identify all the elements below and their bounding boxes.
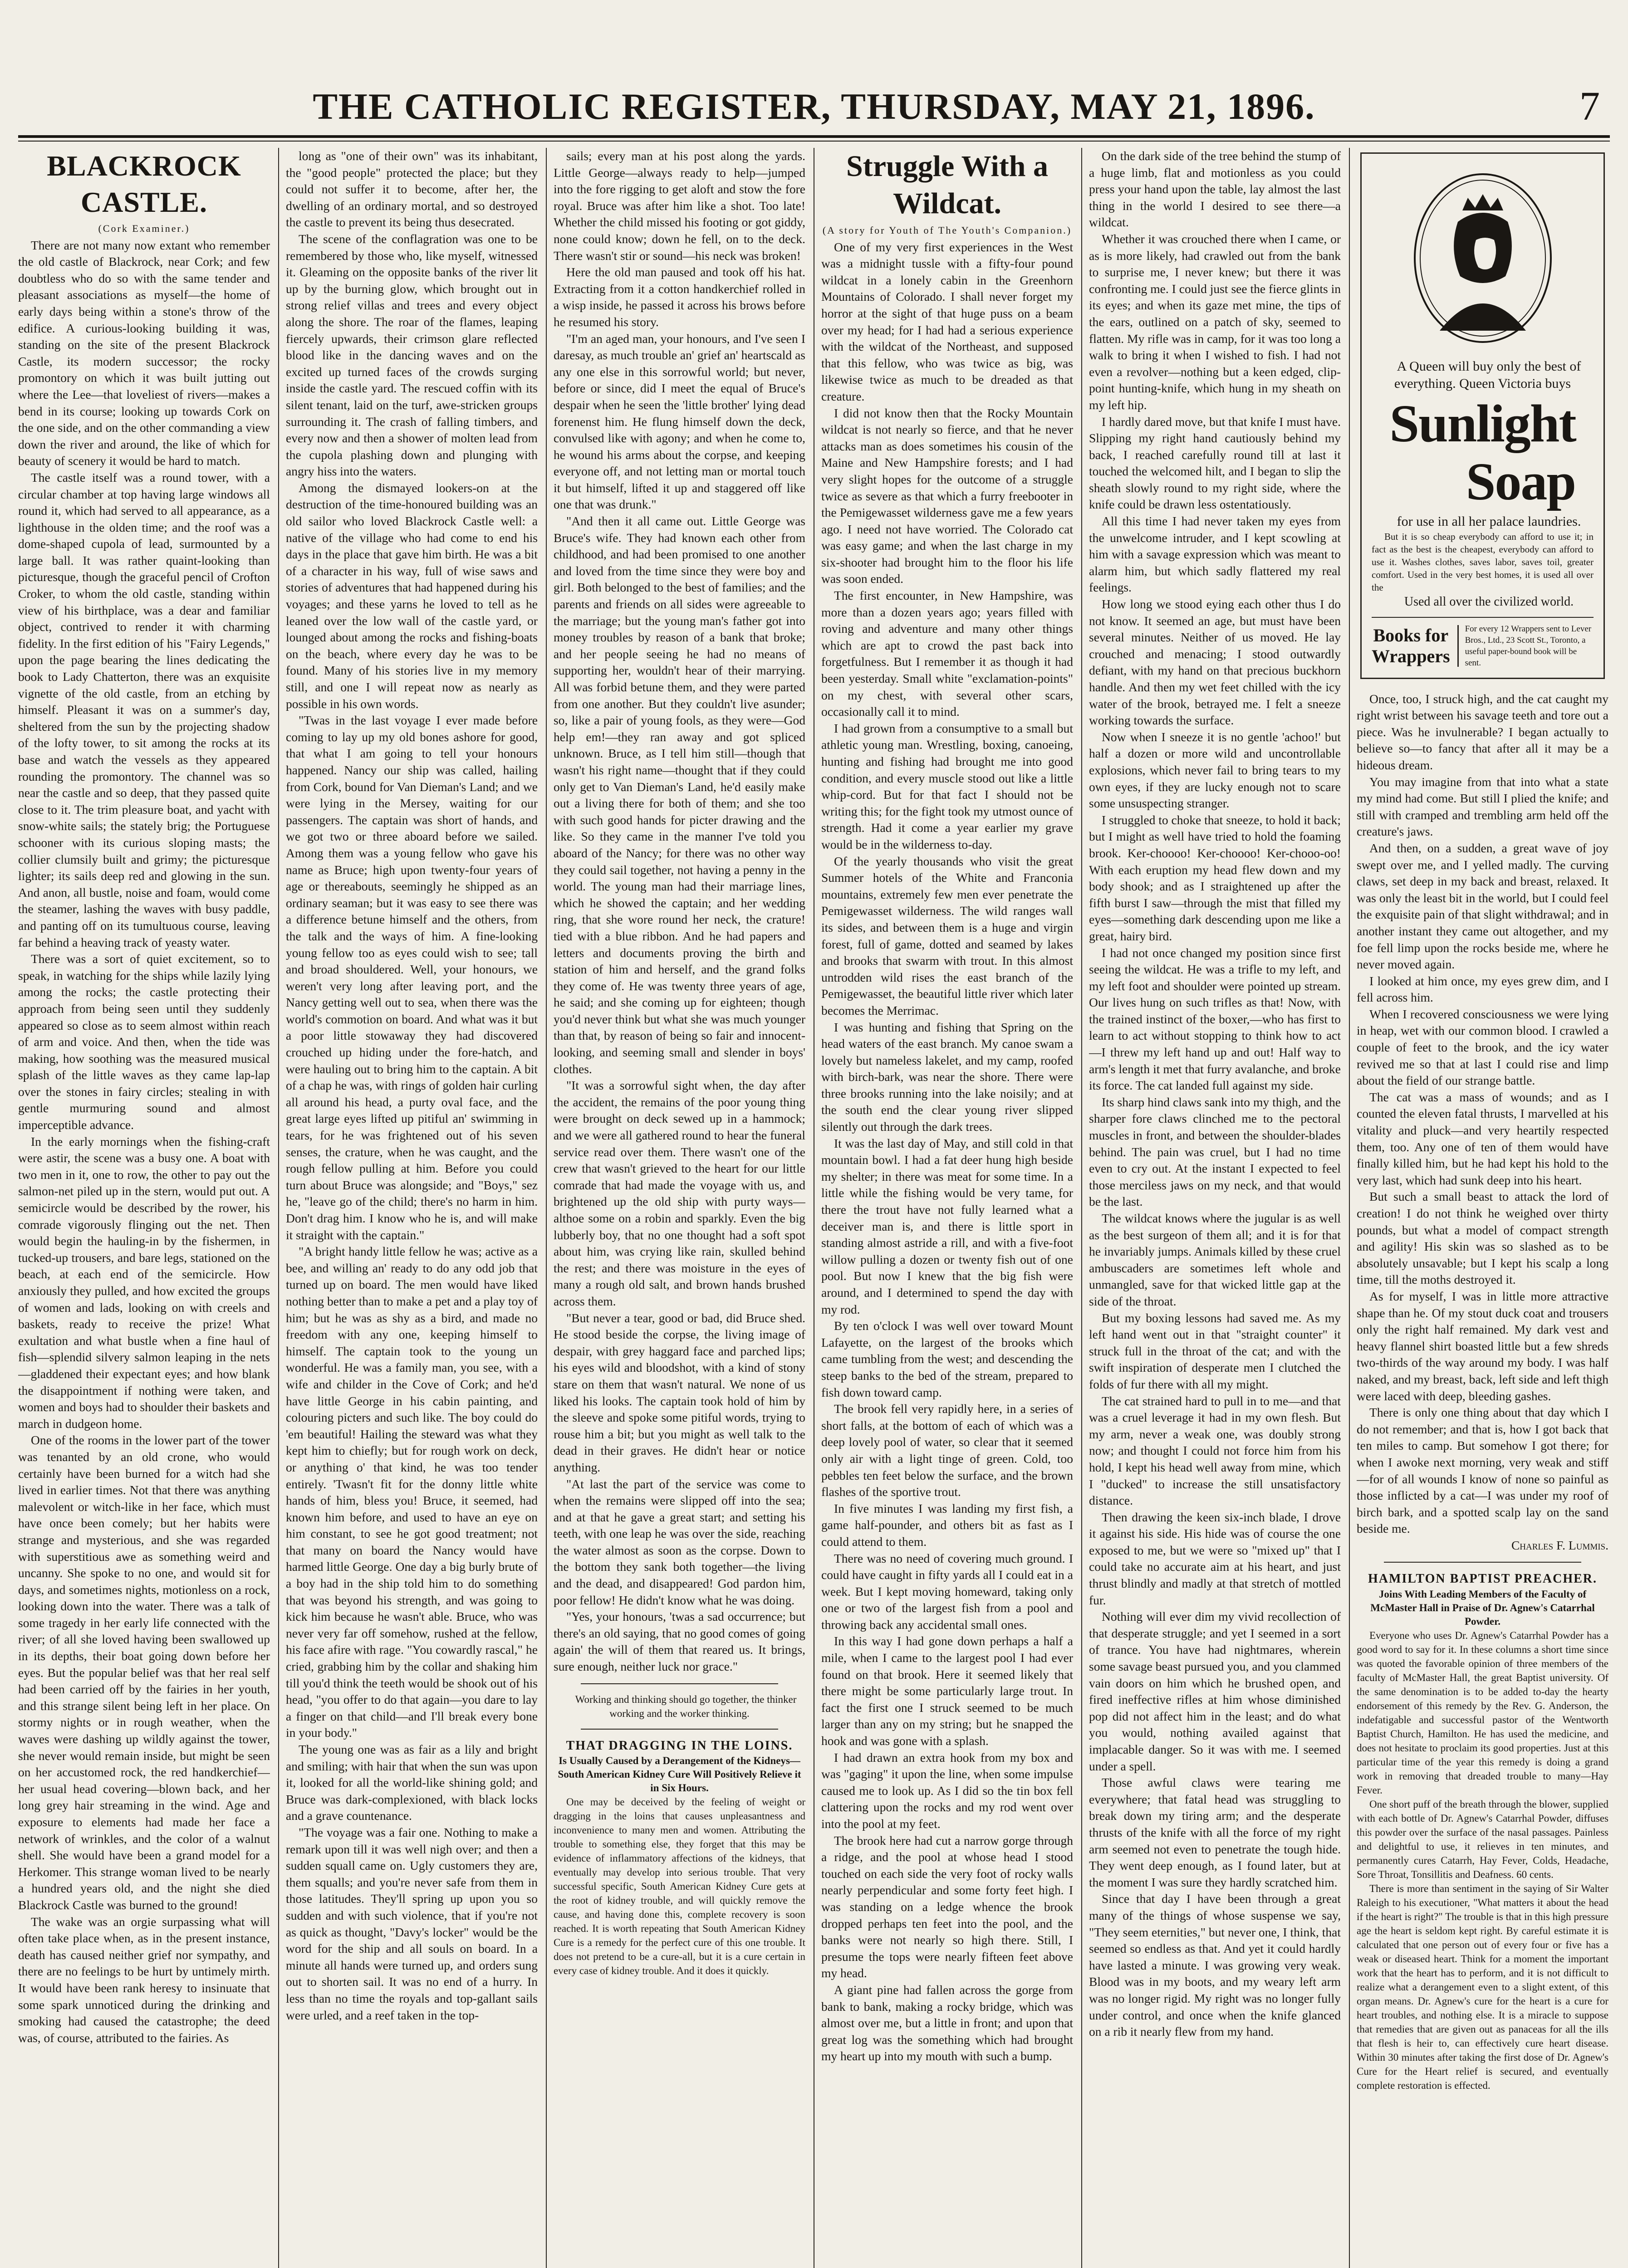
paragraph: Among the dismayed lookers-on at the destruction of the time-honoured building was an old sailor who loved Blackrock Castle well: a native of the village who had come to end his days in the place that gave him birth. He was a bit of a character in his way, full of wise saws and stories of adventures that had happened during his voyages; and these yarns he loved to tell as he leaned over the low wall of the castle yard, or lounged about among the rocks and fishing-boats on the beach, where every day he was to be found. Many of his stories live in my memory still, and one I will repeat now as nearly as possible in his own words.: [286, 480, 538, 711]
paragraph: I had drawn an extra hook from my box and was "gaging" it upon the line, when some impulse caused me to look up. As I did so the tin box fell clattering upon the rocks and my rod went over into the pool at my feet.: [821, 1750, 1073, 1831]
paragraph: In the early mornings when the fishing-craft were astir, the scene was a busy one. A boat with two men in it, one to row, the other to pay out the salmon-net piled up in the stern, would put out. A semicircle would be described by the rower, his comrade vigorously flinging out the net. Then would begin the hauling-in by the fishermen, in tucked-up trousers, and bare legs, stationed on the beach, at each end of the semicircle. How anxiously they pulled, and how excited the groups of women and lads, looking on with creels and baskets, ready to receive the prize! What exultation and what bustle when a fine haul of fish—splendid silvery salmon leaping in the nets—gladdened their expectant eyes; and how blank the disappointment if nothing were taken, and women and boys had to shoulder their baskets and march in dudgeon home.: [18, 1134, 270, 1431]
paragraph: I had grown from a consumptive to a small but athletic young man. Wrestling, boxing, canoeing, hunting and fishing had brought me into good condition, and every muscle stood out like a little whip-cord. But for that fact I should not be writing this; for the fight took my utmost ounce of strength. Had it come a year earlier my grave would be in the wilderness to-day.: [821, 721, 1073, 851]
paragraph: The castle itself was a round tower, with a circular chamber at top having large windows all round it, which had served to all appearance, as a lighthouse in the olden time; and the roof was a dome-shaped cupola of lead, surmounted by a large ball. It was rather quaint-looking than picturesque, though the graceful pencil of Crofton Croker, to whom the old castle, standing within view of his birthplace, was a dear and familiar object, contrived to render it with charming fidelity. In the first edition of his "Fairy Legends," upon the page bearing the lines dedicating the book to Lady Chatterton, there was an exquisite vignette of the old castle, from an etching by himself. Pleasant it was on a summer's day, sheltered from the sun by the projecting shadow of the lofty tower, to sit among the rocks at its base and watch the vessels as they appeared rounding the promontory. The channel was so near the castle and so deep, that they passed quite close to it. The trim pleasure boat, and yacht with snow-white sails; the stately brig; the Portuguese schooner with its curious sloping masts; the collier clumsily built and grimy; the picturesque lighter; its sails deep red and glowing in the sun. And anon, all bustle, noise and foam, would come the steamer, lashing the waves with busy paddle, and panting off on its tumultuous course, leaving far behind a heaving track of yeasty water.: [18, 470, 270, 949]
paragraph: "Yes, your honours, 'twas a sad occurrence; but there's an old saying, that no good comes of going again' the will of them that reared us. It brings, sure enough, neither luck nor grace.": [554, 1609, 805, 1674]
article-title-loins: THAT DRAGGING IN THE LOINS.: [566, 1738, 793, 1753]
column-rule: [546, 148, 547, 2268]
paragraph: I looked at him once, my eyes grew dim, and I fell across him.: [1357, 973, 1608, 1005]
paragraph: When I recovered consciousness we were lying in heap, wet with our common blood. I crawled a couple of feet to the brook, and the icy water revived me so that at last I could rise and limp about the field of our strange battle.: [1357, 1007, 1608, 1088]
paragraph: On the dark side of the tree behind the stump of a huge limb, flat and motionless as you could press your hand upon the table, lay almost the last thing in the world I desired to see there—a wildcat.: [1089, 149, 1341, 230]
ad-closing-text: Used all over the civilized world.: [1404, 595, 1574, 609]
paragraph: One short puff of the breath through the blower, supplied with each bottle of Dr. Agnew's Catarrhal Powder, diffuses this powder over the surface of the nasal passages. Painless and delightful to use, it relieves in ten minutes, and permanently cures Catarrh, Hay Fever, Colds, Headache, Sore Throat, Tonsillitis and Deafness. 60 cents.: [1357, 1799, 1608, 1881]
article-body-blackrock-part1: [18, 237, 270, 2047]
paragraph: The wildcat knows where the jugular is as well as the best surgeon of them all; and it is for that he invariably jumps. Animals killed by these cruel ambuscaders are sometimes left whole and unmangled, save for that wicked little gap at the side of the throat.: [1089, 1211, 1341, 1308]
paragraph: Since that day I have been through a great many of the things of whose suspense we say, "They seem eternities," but never one, I think, that seemed so endless as that. And yet it could hardly have lasted a minute. I was growing very weak. Blood was in my boots, and my weary left arm was no longer rigid. My right was no longer fully under control, and once when the knife glanced on a rib it nearly flew from my hand.: [1089, 1892, 1341, 2039]
article-separator: [1384, 1562, 1581, 1563]
paragraph: Whether it was crouched there when I came, or as is more likely, had crawled out from the bank to surprise me, I never knew; but there it was confronting me. I could just see the fierce glints in its eyes; and when its gaze met mine, the tips of the ears, outlined on a patch of sky, seemed to flatten. My rifle was in camp, for it was too long a walk to bring it when I wished to fish. I had not even a revolver—nothing but a keen edged, clip-point hunting-knife, which hung in my sheath on my left hip.: [1089, 231, 1341, 412]
paragraph: "But never a tear, good or bad, did Bruce shed. He stood beside the corpse, the living image of despair, with grey haggard face and parched lips; his eyes wild and bloodshot, with a kind of stony stare on them that wasn't natural. We none of us liked his looks. The captain took hold of him by the sleeve and spoke some pitiful words, trying to rouse him a bit; but you might as well talk to the dead in their graves. He didn't hear or notice anything.: [554, 1310, 805, 1474]
paragraph: Here the old man paused and took off his hat. Extracting from it a cotton handkerchief rolled in a wisp inside, he passed it across his brows before he resumed his story.: [554, 265, 805, 329]
column-3: [554, 148, 805, 2268]
masthead: [18, 82, 1610, 132]
paragraph: It was the last day of May, and still cold in that mountain bowl. I had a fat deer hung high beside my shelter; in there was meat for some time. In a little while the fishing would be very tame, for there the trout have not fully learned what a deceiver man is, and there is little sport in standing almost astride a rill, and with a five-foot willow pulling a dozen or twenty fish out of one pool. But now I knew that the big fish were around, and I determined to spend the day with my rod.: [821, 1136, 1073, 1316]
paragraph: A giant pine had fallen across the gorge from bank to bank, making a rocky bridge, which was almost over me, but a little in front; and upon that great log was the something which had brought my heart up into my mouth with such a bump.: [821, 1982, 1073, 2063]
paragraph: Of the yearly thousands who visit the great Summer hotels of the White and Franconia mountains, extremely few men ever penetrate the Pemigewasset wilderness. The wild ranges wall its sides, and between them is a huge and virgin forest, full of game, dotted and seamed by lakes and brooks that swarm with trout. In this almost untrodden wild rises the east branch of the Pemigewasset, the beautiful little river which later becomes the Merrimac.: [821, 854, 1073, 1017]
closing-maxim: Working and thinking should go together, the thinker working and the worker thinking.: [575, 1693, 797, 1719]
paragraph: There is more than sentiment in the saying of Sir Walter Raleigh to his executioner, "What matters it about the head if the heart is right?" The trouble is that in this high pressure age the heart is seldom kept right. By careful estimate it is calculated that one person out of every four or five has a weak or diseased heart. Think for a moment the important work that the heart has to perform, and it is not difficult to realize what a derangement even to a slight extent, of this organ means. Dr. Agnew's cure for the heart is a cure for heart troubles, and nothing else. It is a miracle to suppose that remedies that are given out as panaceas for all the ills that flesh is heir to, can effectively cure heart disease. Within 30 minutes after taking the first dose of Dr. Agnew's Cure for the Heart relief is secured, and eventually complete restoration is effected.: [1357, 1883, 1608, 2092]
column-rule: [278, 148, 279, 2268]
paragraph: Those awful claws were tearing me everywhere; that fatal head was struggling to break down my tiring arm; and the desperate thrusts of the knife with all the force of my right arm seemed not even to penetrate the tough hide. They went deep enough, as I found later, but at the moment I was sure they hardly scratched him.: [1089, 1775, 1341, 1889]
paragraph: How long we stood eying each other thus I do not know. It seemed an age, but must have been several minutes. Neither of us moved. He lay crouched and menacing; I stood outwardly defiant, with my hand on that precious buckhorn handle. And then my wet feet chilled with the icy water of the brook, betrayed me. I felt a sneeze working towards the surface.: [1089, 597, 1341, 728]
paragraph: The scene of the conflagration was one to be remembered by those who, like myself, witnessed it. Gleaming on the opposite banks of the river lit up by the burning glow, which brought out in strong relief villas and trees and every object along the shore. The roar of the flames, leaping fiercely upwards, their crimson glare reflected blood like in the dancing waves and on the excited up turned faces of the crowds surging inside the castle yard. The rescued coffin with its silent tenant, laid on the turf, awe-stricken groups surrounding it. The crash of falling timbers, and every now and then a shower of molten lead from the cupola plashing down and plunging with angry hiss into the waters.: [286, 231, 538, 479]
ad-body-text: for use in all her palace laundries.: [1397, 514, 1581, 529]
paragraph: The cat was a mass of wounds; and as I counted the eleven fatal thrusts, I marvelled at his vitality and pluck—and very heartily respected them, too. Any one of ten of them would have finally killed him, but he had kept his hold to the very last, which had sunk deep into his heart.: [1357, 1090, 1608, 1187]
paragraph: There are not many now extant who remember the old castle of Blackrock, near Cork; and few doubtless who do so with the same tender and pleasant associations as myself—the home of early days being within a stone's throw of the edifice. A curious-looking building it was, standing on the site of the present Blackrock Castle, its modern successor; the rocky promontory on which it was built jutting out where the Lee—that loveliest of rivers—makes a bend in its course; looking up towards Cork on the one side, and on the other commanding a view down the river and around, the like of which for beauty of scenery it would be hard to match.: [18, 238, 270, 468]
column-1: [18, 148, 270, 2268]
article-body-wildcat-part3: [1357, 691, 1608, 1537]
books-for-wrappers-offer: [1372, 617, 1594, 669]
paragraph: As for myself, I was in little more attractive shape than he. Of my stout duck coat and trousers only the right half remained. My dark vest and heavy flannel shirt boasted little but a few shreds two-thirds of the way around my body. I was half naked, and my breast, back, left side and left thigh were laced with deep, bleeding gashes.: [1357, 1289, 1608, 1403]
column-4: [821, 148, 1073, 2268]
ad-brand-soap: Soap: [1466, 452, 1575, 511]
paragraph: Its sharp hind claws sank into my thigh, and the sharper fore claws clinched me to the pectoral muscles in front, and between the shoulder-blades behind. The pain was cruel, but I had no time even to cry out. At the instant I expected to feel those merciless jaws on my neck, and that would be the last.: [1089, 1095, 1341, 1209]
newspaper-page: [18, 14, 1610, 2268]
article-body-loins: One may be deceived by the feeling of weight or dragging in the loins that causes unpleasantness and inconvenience to many men and women. Attributing the trouble to something else, they forget that this may be evidence of inflammatory affections of the kidneys, that eventually may develop into serious trouble. That very successful specific, South American Kidney Cure gets at the root of kidney trouble, and will quickly remove the cause, and having done this, complete recovery is soon reached. It is worth repeating that South American Kidney Cure is a remedy for the perfect cure of this one trouble. It does not pretend to be a cure-all, but it is a cure certain in every case of kidney trouble. And it does it quickly.: [554, 1796, 805, 1977]
books-for-wrappers-text: For every 12 Wrappers sent to Lever Bros., Ltd., 23 Scott St., Toronto, a useful paper-bound book will be sent.: [1465, 624, 1592, 668]
paragraph: Then drawing the keen six-inch blade, I drove it against his side. His hide was of course the one exposed to me, but we were so "mixed up" that I could take no accurate aim at his heart, and just thrust blindly and madly at that stretch of mottled fur.: [1089, 1510, 1341, 1607]
paragraph: But my boxing lessons had saved me. As my left hand went out in that "straight counter" it struck full in the throat of the cat; and with the swift inspiration of desperate men I clutched the folds of fur there with all my might.: [1089, 1310, 1341, 1391]
article-separator: [581, 1729, 778, 1730]
paragraph: The brook fell very rapidly here, in a series of short falls, at the bottom of each of which was a deep lovely pool of water, so clear that it seemed only air with a light tinge of green. Cold, too pebbles ten feet below the surface, and the brown flashes of the sportive trout.: [821, 1402, 1073, 1499]
paragraph: The brook here had cut a narrow gorge through a ridge, and the pool at whose head I stood touched on each side the very foot of rocky walls nearly perpendicular and some forty feet high. I was standing on a ledge whence the brook dropped perhaps ten feet into the pool, and the banks were not nearly so high there. Still, I presume the tops were nearly fifteen feet above my head.: [821, 1833, 1073, 1980]
masthead-rule-thin: [18, 141, 1610, 142]
masthead-title: THE CATHOLIC REGISTER, THURSDAY, MAY 21, 1896.: [313, 86, 1315, 127]
article-byline-wildcat: (A story for Youth of The Youth's Companion.): [822, 225, 1072, 236]
paragraph: There was a sort of quiet excitement, so to speak, in watching for the ships while lazily lying among the rocks; the castle protecting their approach from being seen until they suddenly appeared so close as to seem almost within reach of arm and voice. And then, when the tide was making, how soothing was the measured musical splash of the little waves as they came lap-lap over the stones in fairy circles; stealing in with gentle murmuring sound and almost imperceptible advance.: [18, 952, 270, 1132]
article-body-blackrock-part2: [286, 148, 538, 2024]
paragraph: "It was a sorrowful sight when, the day after the accident, the remains of the poor young thing were brought on deck sewed up in a hammock; and we were all gathered round to hear the funeral service read over them. There wasn't one of the crew that wasn't grieved to the heart for our little comrade that had made the voyage with us, and brightened up the old ship with purty ways—althoe some on a robin and sparkly. Even the big lubberly boy, that no one thought had a soft spot about him, was crying like rain, skulled behind the rest; and there was moisture in the eyes of many a rough old salt, and brown hands brushed across them.: [554, 1078, 805, 1308]
paragraph: Once, too, I struck high, and the cat caught my right wrist between his savage teeth and tore out a piece. Was he invulnerable? I began actually to believe so—to fancy that after all it may be a hideous dream.: [1357, 691, 1608, 772]
paragraph: sails; every man at his post along the yards. Little George—always ready to help—jumped into the fore rigging to get aloft and stow the fore royal. Bruce was after him like a shot. Too late! Whether the child missed his footing or got giddy, none could know; down he fell, on to the deck. There wasn't stir or sound—his neck was broken!: [554, 149, 805, 263]
ad-lead-text: A Queen will buy only the best of everything. Queen Victoria buys: [1394, 359, 1581, 391]
paragraph: "The voyage was a fair one. Nothing to make a remark upon till it was well nigh over; and then a sudden squall came on. Ugly customers they are, them squalls; and you're never safe from them in those latitudes. They'll spring up upon you so sudden and with such violence, that if you're not as quick as thought, "Davy's locker" would be the word for the ship and all souls on board. In a minute all hands were turned up, and orders sung out to shorten sail. It was no end of a hurry. In less than no time the royals and top-gallant sails were urled, and a reef taken in the top-: [286, 1825, 538, 2022]
paragraph: Now when I sneeze it is no gentle 'achoo!' but half a dozen or more wild and uncontrollable explosions, which never fail to bring tears to my own eyes, if they are lucky enough not to scare some unsuspecting stranger.: [1089, 729, 1341, 811]
paragraph: I hardly dared move, but that knife I must have. Slipping my right hand cautiously behind my back, I reached carefully round till at last it touched the welcomed hilt, and I began to slip the sheath slowly round to my right side, where the knife could be drawn less ostentatiously.: [1089, 414, 1341, 512]
paragraph: In this way I had gone down perhaps a half a mile, when I came to the largest pool I had ever found on that brook. Here it seemed likely that there might be some particularly large trout. In fact the first one I struck seemed to be much larger than any on my string; but he snapped the hook and was gone with a splash.: [821, 1634, 1073, 1748]
article-separator: [581, 1683, 778, 1684]
article-title-wildcat: Struggle With a Wildcat.: [846, 150, 1048, 220]
article-body-wildcat-part2: [1089, 148, 1341, 2040]
page-number: 7: [1579, 84, 1601, 129]
paragraph: The wake was an orgie surpassing what will often take place when, as in the present instance, death has caused neither grief nor sympathy, and there are no feelings to be hurt by untimely mirth. It would have been rank heresy to insinuate that some spark unnoticed during the drinking and smoking had caused the catastrophe; the deed was, of course, attributed to the fairies. As: [18, 1914, 270, 2045]
sunlight-soap-advertisement: [1360, 152, 1605, 679]
paragraph: I struggled to choke that sneeze, to hold it back; but I might as well have tried to hold the foaming brook. Ker-choooo! Ker-choooo! Ker-chooo-oo! With each eruption my head flew down and my body shook; and as I straightened up after the fifth burst I saw—through the mist that filled my eyes—something dark descending upon me like a great, hairy bird.: [1089, 812, 1341, 943]
paragraph: By ten o'clock I was well over toward Mount Lafayette, on the largest of the brooks which came tumbling from the west; and descending the steep banks to the bed of the stream, prepared to fish down toward camp.: [821, 1319, 1073, 1399]
column-rule: [1349, 148, 1350, 2268]
column-2: [286, 148, 538, 2268]
paragraph: All this time I had never taken my eyes from the unwelcome intruder, and I kept scowling at him with a savage expression which was meant to alarm him, but which sadly flattered my real feelings.: [1089, 514, 1341, 595]
article-deck-hamilton: Joins With Leading Members of the Faculty of McMaster Hall in Praise of Dr. Agnew's Catarrhal Powder.: [1370, 1589, 1595, 1628]
column-6: [1357, 148, 1608, 2268]
column-5: [1089, 148, 1341, 2268]
article-body-wildcat-part1: [821, 239, 1073, 2065]
paragraph: I did not know then that the Rocky Mountain wildcat is not nearly so fierce, and that he never attacks man as does sometimes his cousin of the Maine and New Hampshire forests; and I had very slight hopes for the outcome of a struggle twice as severe as that which a furry freebooter in the Pemigewasset wilderness gave me a few years ago. I need not have worried. The Colorado cat was easy game; and when the last charge in my six-shooter had brought him to the floor his life was soon ended.: [821, 406, 1073, 586]
article-body-hamilton: [1357, 1628, 1608, 2092]
article-body-blackrock-part3: [554, 148, 805, 1675]
masthead-rule: [18, 135, 1610, 138]
paragraph: But such a small beast to attack the lord of creation! I do not think he weighed over thirty pounds, but what a model of compact strength and agility! His skin was so slashed as to be absolutely unsavable; but I kept his scalp a long time, till the moths destroyed it.: [1357, 1189, 1608, 1287]
paragraph: I had not once changed my position since first seeing the wildcat. He was a trifle to my left, and my left foot and shoulder were pointed up stream. Our lives hung on such trifles as that! Now, with the trained instinct of the boxer,—who has first to learn to act without stopping to think how to act—I threw my left hand up and out! Half way to arm's length it met that furry avalanche, and broke its force. The cat landed full against my side.: [1089, 945, 1341, 1093]
ad-brand-sunlight: Sunlight: [1389, 394, 1576, 453]
paragraph: One of the rooms in the lower part of the tower was tenanted by an old crone, who would certainly have been burned for a witch had she lived in earlier times. Not that there was anything malevolent or witch-like in her face, which must have once been comely; but her habits were strange and mysterious, and she was regarded with superstitious awe as something weird and uncanny. She spoke to no one, and would sit for days, and sometimes nights, motionless on a rock, looking down into the water. There was a talk of some tragedy in her early life connected with the river; of all she loved having been swallowed up in its depths, their boat going down before her eyes. But the popular belief was that her real self had been carried off by the fairies in her youth, and this strange silent being left in her place. On stormy nights or in rough weather, when the waves were dashing up wildly against the tower, she never would remain inside, but might be seen on her accustomed rock, the red handkerchief—her usual head covering—blown back, and her long grey hair streaming in the wind. Age and exposure to elements had made her face a network of wrinkles, and the color of a walnut shell. She would have been a grand model for a Herkomer. This strange woman lived to be nearly a hundred years old, and the night she died Blackrock Castle was burned to the ground!: [18, 1433, 270, 1912]
paragraph: long as "one of their own" was its inhabitant, the "good people" protected the place; but they could not suffer it to become, after her, the dwelling of an ordinary mortal, and so destroyed the castle to prevent its being thus desecrated.: [286, 149, 538, 230]
paragraph: And then, on a sudden, a great wave of joy swept over me, and I yelled madly. The curving claws, set deep in my back and breast, relaxed. It was only the least bit in the world, but I could feel the exquisite pain of that slight withdrawal; and in another instant they came out altogether, and my foe fell limp upon the rocks beside me, where he never moved again.: [1357, 841, 1608, 972]
ad-fine-print: But it is so cheap everybody can afford to use it; in fact as the best is the cheapest, everybody can afford to use it. Washes clothes, saves labor, saves toil, greater comfort. Used in the very best homes, it is used all over the: [1372, 531, 1594, 593]
queen-portrait-icon: [1408, 167, 1558, 349]
paragraph: The young one was as fair as a lily and bright and smiling; with hair that when the sun was upon it, looked for all the world-like shining gold; and Bruce was dark-complexioned, with black locks and a grave countenance.: [286, 1742, 538, 1823]
paragraph: "And then it all came out. Little George was Bruce's wife. They had known each other from childhood, and had been promised to one another and loved from the time since they were boy and girl. Both belonged to the best of families; and the parents and friends on all sides were agreeable to the marriage; but the young man's father got into money troubles by reason of a bank that broke; and her people seeing he had no means of supporting her, wouldn't hear of their marrying. All was forbid betune them, and they were parted from one another. But they couldn't live asunder; so, like a pair of young fools, as they were—God help em!—they ran away and got spliced unknown. Bruce, as I tell him still—though that wasn't his right name—thought that if they could only get to Van Dieman's Land, he'd easily make out a living there for both of them; and she too with such good hands for picter drawing and the like. So they came in the manner I've told you aboard of the Nancy; for there was no other way they could sail together, not having a penny in the world. The young man had their marriage lines, which he showed the captain; and her wedding ring, that she wore round her neck, the crature! tied with a blue ribbon. And he had papers and letters and documents proving the birth and station of him and herself, and the grand folks they come of. He was twenty three years of age, he said; and she coming up for eighteen; though you'd never think but what she was much younger than that, by reason of being so fair and innocent-looking, and seeming small and slender in boys' clothes.: [554, 514, 805, 1076]
paragraph: I was hunting and fishing that Spring on the head waters of the east branch. My canoe swam a lovely but nameless lakelet, and my camp, roofed with birch-bark, was near the shore. There were three brooks running into the lake noisily; and at the south end the clear young river slipped silently out through the dark trees.: [821, 1020, 1073, 1134]
paragraph: In five minutes I was landing my first fish, a game half-pounder, and others bit as fast as I could attend to them.: [821, 1501, 1073, 1549]
books-for-wrappers-label: Books for Wrappers: [1372, 625, 1459, 667]
paragraph: You may imagine from that into what a state my mind had come. But still I plied the knife; and still with cramped and trembling arm held off the creature's jaws.: [1357, 774, 1608, 839]
paragraph: Everyone who uses Dr. Agnew's Catarrhal Powder has a good word to say for it. In these columns a short time since was quoted the favorable opinion of three members of the faculty of McMaster Hall, the great Baptist university. Of the same denomination is to be added to-day the hearty endorsement of this remedy by the Rev. G. Anderson, the indefatigable and successful pastor of the Wentworth Baptist Church, Hamilton. He has used the medicine, and does not hesitate to proclaim its good properties. Just at this particular time of the year this remedy is doing a grand work in removing that dreaded trouble to many—Hay Fever.: [1357, 1630, 1608, 1796]
paragraph: "A bright handy little fellow he was; active as a bee, and willing an' ready to do any odd job that turned up on board. The men would have liked nothing better than to make a pet and a play toy of him; but he was as shy as a bird, and made no freedom with any one, keeping himself to himself. The captain took to the young un wonderful. He was a family man, you see, with a wife and childer in the Cove of Cork; and he'd have little George in his cabin painting, and colouring picters and such like. The boy could do 'em beautiful! Hailing the steward was what they kept him to chiefly; but for rough work on deck, or anything o' that kind, he was too tender entirely. 'Twasn't fit for the donny little white hands of him, bless you! Bruce, it seemed, had known him before, and used to have an eye on him constant, to see he got good treatment; not that many on board the Nancy would have harmed little George. One day a big burly brute of a boy had in the ship told him to do something that was beyond his strength, and was going to kick him because he wasn't able. Bruce, who was never very far off somehow, rushed at the fellow, his face afire with rage. "You cowardly rascal," he cried, grabbing him by the collar and shaking him till you'd think the teeth would be shook out of his head, "you offer to do that again—you dare to lay a finger on that child—and I'll break every bone in your body.": [286, 1244, 538, 1740]
article-title-blackrock: BLACKROCK CASTLE.: [47, 150, 241, 218]
paragraph: There was no need of covering much ground. I could have caught in fifty yards all I could eat in a week. But I kept moving homeward, taking only one or two of the largest fish from a pool and throwing back any accidental small ones.: [821, 1551, 1073, 1632]
paragraph: There is only one thing about that day which I do not remember; and that is, how I got back that ten miles to camp. But somehow I got there; for when I awoke next morning, very weak and stiff—for of all wounds I know of none so painful as those inflicted by a cat—I was under my roof of birch bark, and a spotted scalp lay on the sand beside me.: [1357, 1405, 1608, 1536]
paragraph: The cat strained hard to pull in to me—and that was a cruel leverage it had in my own flesh. But my arm, never a weak one, was doubly strong now; and thought I could not force him from his hold, I kept his head well away from mine, which I "ducked" to increase the still unsatisfactory distance.: [1089, 1393, 1341, 1508]
article-deck-loins: Is Usually Caused by a Derangement of the Kidneys—South American Kidney Cure Will Positively Relieve it in Six Hours.: [558, 1755, 801, 1794]
article-title-hamilton: HAMILTON BAPTIST PREACHER.: [1368, 1572, 1598, 1586]
article-signature-wildcat: Charles F. Lummis.: [1511, 1538, 1608, 1552]
article-byline-blackrock: (Cork Examiner.): [98, 223, 190, 234]
paragraph: One of my very first experiences in the West was a midnight tussle with a fifty-four pound wildcat in a lonely cabin in the Greenhorn Mountains of Colorado. I shall never forget my horror at the sight of that huge puss on a beam over my head; for I had had a serious experience with the wildcat of the Northeast, and supposed that this fellow, who was twice as big, was likewise twice as much to be dreaded as that creature.: [821, 240, 1073, 403]
paragraph: The first encounter, in New Hampshire, was more than a dozen years ago; years filled with roving and adventure and many other things which are apt to crowd the past back into forgetfulness. But I remember it as though it had been yesterday. Small white "exclamation-points" on my chest, with several other scars, occasionally call it to mind.: [821, 588, 1073, 719]
paragraph: "Twas in the last voyage I ever made before coming to lay up my old bones ashore for good, that what I am going to tell your honours happened. Nancy our ship was called, hailing from Cork, bound for Van Dieman's Land; and we were lying in the Mersey, waiting for our passengers. The captain was short of hands, and we got two or three aboard before we sailed. Among them was a young fellow who gave his name as Bruce; high upon twenty-four years of age or thereabouts, seemingly he shipped as an ordinary seaman; but it was easy to see there was a difference betune himself and the others, from the talk and the ways of him. A fine-looking young fellow too as eyes could wish to see; tall and broad shouldered. Well, your honours, we weren't very long after leaving port, and the Nancy getting well out to sea, when there was the world's commotion on board. And what was it but a poor little stowaway they had discovered crouched up hiding under the fore-hatch, and were hauling out to bring him to the captain. A bit of a chap he was, with rings of golden hair curling all around his head, a purty oval face, and the great large eyes lifted up pitiful an' swimming in tears, for he was frightened out of his seven senses, the crature, when he was caught, and the rough fellow pulling at him. Before you could turn about Bruce was alongside; and "Boys," sez he, "leave go of the child; there's no harm in him. Don't drag him. I know who he is, and will make it straight with the captain.": [286, 713, 538, 1242]
paragraph: Nothing will ever dim my vivid recollection of that desperate struggle; and yet I seemed in a sort of trance. You have had nightmares, wherein some savage beast pursued you, and you clammed vain doors on him which he brushed open, and fired ineffective rifles at him whose diminished pop did not affect him in the least; and do what you would, nothing availed against that implacable danger. So it was with me. I seemed under a spell.: [1089, 1609, 1341, 1773]
paragraph: "At last the part of the service was come to when the remains were slipped off into the sea; and at that he gave a great start; and setting his teeth, with one leap he was over the side, reaching the water almost as soon as the corpse. Down to the bottom they sank both together—the living and the dead, and disappeared! God pardon him, poor fellow! He didn't know what he was doing.: [554, 1476, 805, 1607]
paragraph: "I'm an aged man, your honours, and I've seen I daresay, as much trouble an' grief an' heartscald as any one else in this sorrowful world; but never, before or since, did I meet the equal of Bruce's despair when he seen the 'little brother' lying dead forenenst him. He flung himself down the deck, convulsed like with agony; and when he come to, he wound his arms about the corpse, and keeping everyone off, and not letting man or mortal touch it but himself, lifted it up and staggered off like one that was drunk.": [554, 331, 805, 512]
column-rule: [1081, 148, 1082, 2268]
